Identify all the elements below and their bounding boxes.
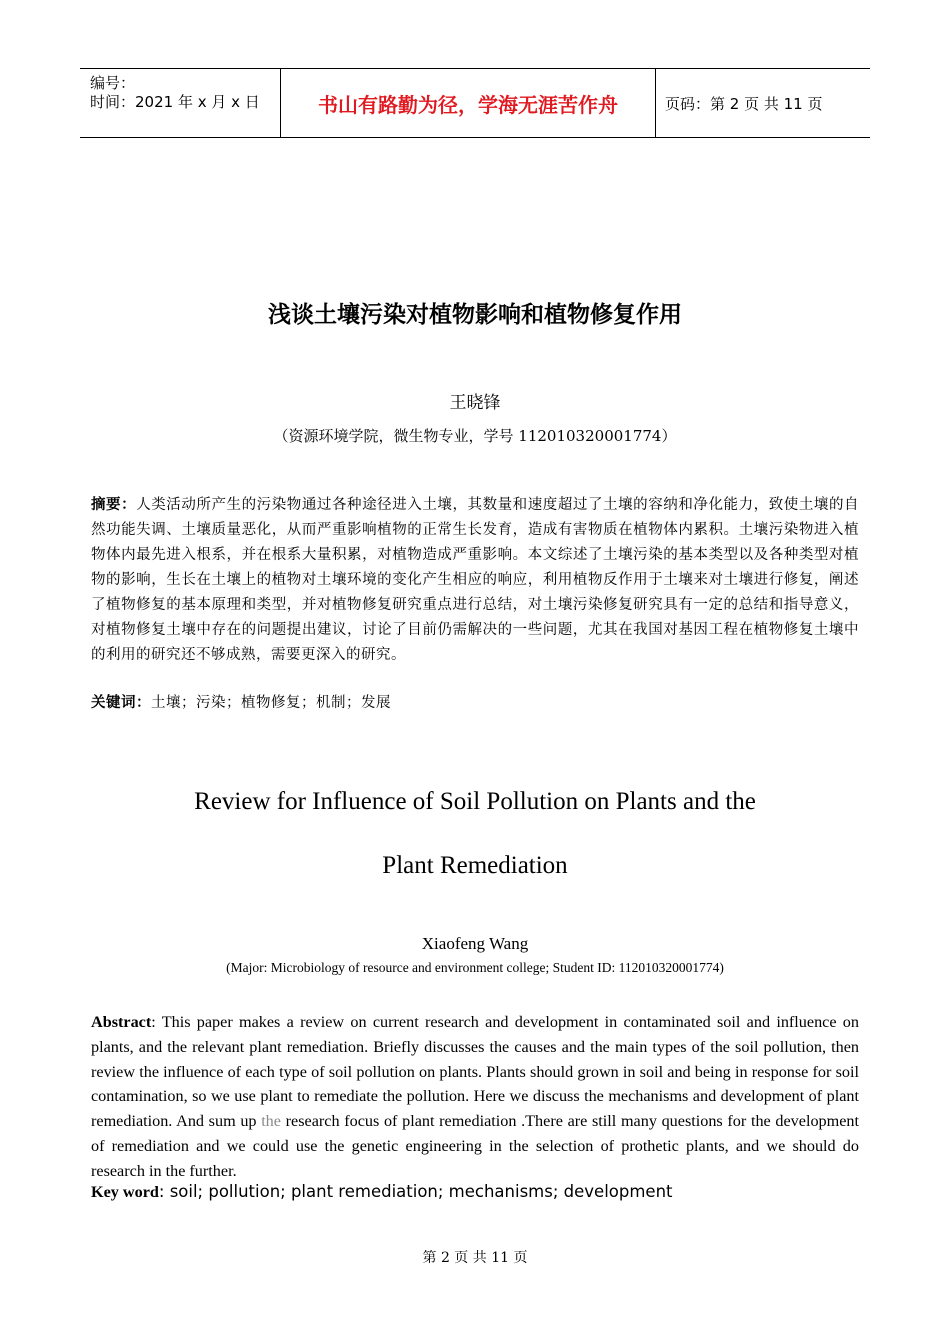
english-keywords-text: : soil; pollution; plant remediation; mechanisms; development <box>158 1182 673 1201</box>
header-page-cell <box>655 69 870 137</box>
header-motto: 书山有路勤为径，学海无涯苦作舟 <box>318 92 618 117</box>
english-abstract-part1: : This paper makes a review on current research and development in contaminated soil and influence on plants, and the relevant plant remediation. Briefly discusses the causes and the main types of the soil pollution, then review the influence of each type of soil pollution on plants. Plants should grown in soil and being in response for soil contamination, so we use plant to remediate the pollution. Here we discuss the mechanisms and development of plant remediation. And sum up <box>91 1013 859 1131</box>
chinese-abstract-label: 摘要： <box>91 497 137 513</box>
chinese-affiliation: （资源环境学院，微生物专业，学号 112010320001774） <box>273 427 677 445</box>
header-page-info: 页码：第 2 页 共 11 页 <box>665 94 823 113</box>
chinese-keywords-text: 土壤；污染；植物修复；机制；发展 <box>151 695 391 711</box>
chinese-keywords <box>91 691 859 712</box>
header-motto-cell <box>280 69 656 137</box>
header-meta <box>80 69 280 137</box>
english-keywords-label: Key word <box>91 1183 159 1201</box>
header-time: 时间：2021 年 x 月 x 日 <box>90 93 260 111</box>
page-header <box>80 68 870 138</box>
chinese-author: 王晓锋 <box>449 393 501 413</box>
page-footer: 第 2 页 共 11 页 <box>422 1250 528 1266</box>
english-keywords <box>91 1182 859 1202</box>
chinese-keywords-label: 关键词： <box>91 695 151 711</box>
english-abstract-part2: research focus of plant remediation .There are still many questions for the development of remediation and we could use the genetic engineering in the selection of prothetic plants, and we should do research in the further. <box>91 1112 859 1180</box>
english-title-line2: Plant Remediation <box>382 852 568 879</box>
chinese-title: 浅谈土壤污染对植物影响和植物修复作用 <box>268 302 682 328</box>
header-number: 编号： <box>90 74 136 92</box>
english-abstract-label: Abstract <box>91 1013 152 1031</box>
chinese-abstract-text: 人类活动所产生的污染物通过各种途径进入土壤，其数量和速度超过了土壤的容纳和净化能力，致使土壤的自然功能失调、土壤质量恶化，从而严重影响植物的正常生长发育，造成有害物质在植物体内累积。土壤污染物进入植物体内最先进入根系，并在根系大量积累，对植物造成严重影响。本文综述了土壤污染的基本类型以及各种类型对植物的影响，生长在土壤上的植物对土壤环境的变化产生相应的响应，利用植物反作用于土壤来对土壤进行修复，阐述了植物修复的基本原理和类型，并对植物修复研究重点进行总结，对土壤污染修复研究具有一定的总结和指导意义，对植物修复土壤中存在的问题提出建议，讨论了目前仍需解决的一些问题，尤其在我国对基因工程在植物修复土壤中的利用的研究还不够成熟，需要更深入的研究。 <box>91 497 860 663</box>
english-abstract-grey-word: the <box>261 1112 281 1131</box>
english-abstract <box>91 1010 859 1184</box>
chinese-abstract <box>91 493 859 668</box>
english-title-line1: Review for Influence of Soil Pollution on Plants and the <box>194 788 756 815</box>
english-author: Xiaofeng Wang <box>421 934 529 953</box>
english-affiliation: (Major: Microbiology of resource and environment college; Student ID: 112010320001774) <box>226 960 724 975</box>
